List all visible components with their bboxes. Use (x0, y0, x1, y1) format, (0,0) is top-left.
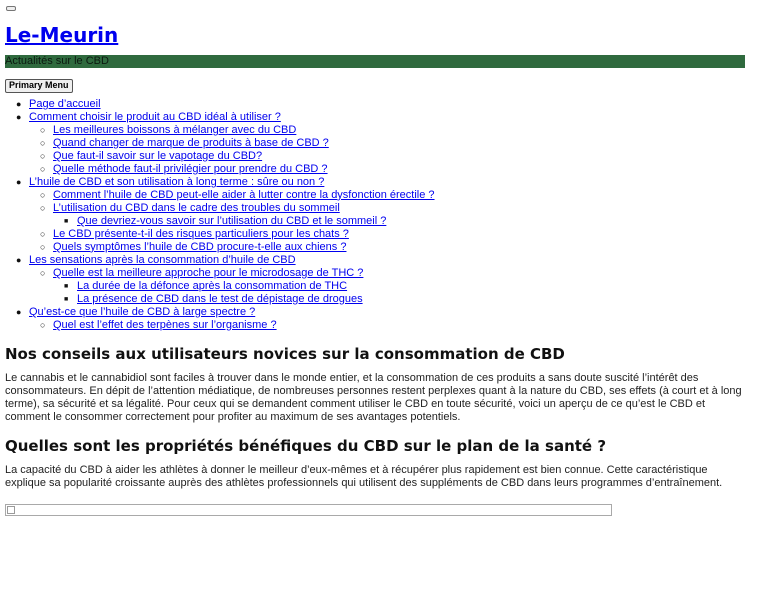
site-tagline: Actualités sur le CBD (5, 55, 745, 68)
broken-image (5, 504, 612, 516)
menu-item-choisir (29, 111, 745, 176)
article-content (5, 345, 745, 516)
menu-link-sommeil[interactable]: L’utilisation du CBD dans le cadre des troubles du sommeil (53, 201, 340, 214)
menu-item-sensations (29, 254, 745, 306)
menu-link-choisir[interactable]: Comment choisir le produit au CBD idéal à utiliser ? (29, 110, 281, 123)
menu-link-sensations[interactable]: Les sensations après la consommation d’huile de CBD (29, 253, 296, 266)
site-title-link[interactable]: Le-Meurin (5, 23, 119, 47)
menu-item-huile-long-terme (29, 176, 745, 254)
menu-item (53, 241, 745, 254)
submenu-microdosage (53, 280, 745, 306)
menu-link-dysfonction[interactable]: Comment l’huile de CBD peut-elle aider à lutter contre la dysfonction érectile ? (53, 188, 435, 201)
menu-item (53, 267, 745, 306)
menu-link-boissons[interactable]: Les meilleures boissons à mélanger avec du CBD (53, 123, 297, 136)
menu-link-changer-marque[interactable]: Quand changer de marque de produits à base de CBD ? (53, 136, 329, 149)
menu-item (53, 202, 745, 228)
submenu-choisir (29, 124, 745, 176)
submenu-sommeil (53, 215, 745, 228)
primary-menu-list (5, 98, 745, 332)
article-paragraph-1: Le cannabis et le cannabidiol sont faciles à trouver dans le monde entier, et la consommation de ces produits a sans doute suscité l’intérêt des consommateurs. En dépit de l’attention médiatique, de nombreuses personnes restent perplexes quant à la nature du CBD, ses effets (à court et à long terme), sa sécurité et sa légalité. Pour ceux qui se demandent comment utiliser le CBD en toute sécurité, voici un aperçu de ce qu’est le CBD et comment le consommer correctement pour profiter au maximum de ses avantages potentiels. (5, 371, 742, 423)
menu-item-large-spectre (29, 306, 745, 332)
menu-link-depistage[interactable]: La présence de CBD dans le test de dépistage de drogues (77, 292, 363, 305)
menu-item (77, 215, 745, 228)
menu-item (77, 293, 745, 306)
menu-link-large-spectre[interactable]: Qu’est-ce que l’huile de CBD à large spectre ? (29, 305, 256, 318)
menu-link-vapotage[interactable]: Que faut-il savoir sur le vapotage du CBD? (53, 149, 263, 162)
menu-item (53, 228, 745, 241)
menu-item (53, 124, 745, 137)
menu-item (53, 150, 745, 163)
menu-link-terpenes[interactable]: Quel est l’effet des terpènes sur l’organisme ? (53, 318, 277, 331)
menu-item (53, 189, 745, 202)
menu-link-chats[interactable]: Le CBD présente-t-il des risques particuliers pour les chats ? (53, 227, 349, 240)
menu-link-duree-defonce[interactable]: La durée de la défonce après la consommation de THC (77, 279, 348, 292)
site-title (5, 23, 745, 47)
menu-item (53, 163, 745, 176)
article-heading-2: Quelles sont les propriétés bénéfiques du CBD sur le plan de la santé ? (5, 436, 607, 455)
menu-link-chiens[interactable]: Quels symptômes l’huile de CBD procure-t-elle aux chiens ? (53, 240, 347, 253)
menu-link-microdosage[interactable]: Quelle est la meilleure approche pour le microdosage de THC ? (53, 266, 364, 279)
primary-navigation (5, 98, 745, 332)
article-paragraph-2: La capacité du CBD à aider les athlètes à donner le meilleur d’eux-mêmes et à récupérer plus rapidement est bien connue. Cette caractéristique explique sa popularité croissante auprès des athlètes professionnels qui utilisent des suppléments de CBD dans leurs programmes d’entraînement. (5, 463, 723, 489)
submenu-huile-long-terme (29, 189, 745, 254)
menu-link-huile-long-terme[interactable]: L’huile de CBD et son utilisation à long terme : sûre ou non ? (29, 175, 325, 188)
broken-image-icon (7, 506, 15, 514)
menu-link-methode[interactable]: Quelle méthode faut-il privilégier pour prendre du CBD ? (53, 162, 328, 175)
header-toggle-button[interactable] (6, 6, 16, 11)
submenu-sensations (29, 267, 745, 306)
submenu-large-spectre (29, 319, 745, 332)
article-heading-1: Nos conseils aux utilisateurs novices sur la consommation de CBD (5, 344, 565, 363)
menu-link-sommeil-savoir[interactable]: Que devriez-vous savoir sur l’utilisation du CBD et le sommeil ? (77, 214, 387, 227)
menu-link-accueil[interactable]: Page d’accueil (29, 97, 101, 110)
menu-item (53, 137, 745, 150)
menu-item-accueil (29, 98, 745, 111)
primary-menu-button[interactable]: Primary Menu (5, 79, 73, 93)
menu-item (77, 280, 745, 293)
menu-item (53, 319, 745, 332)
